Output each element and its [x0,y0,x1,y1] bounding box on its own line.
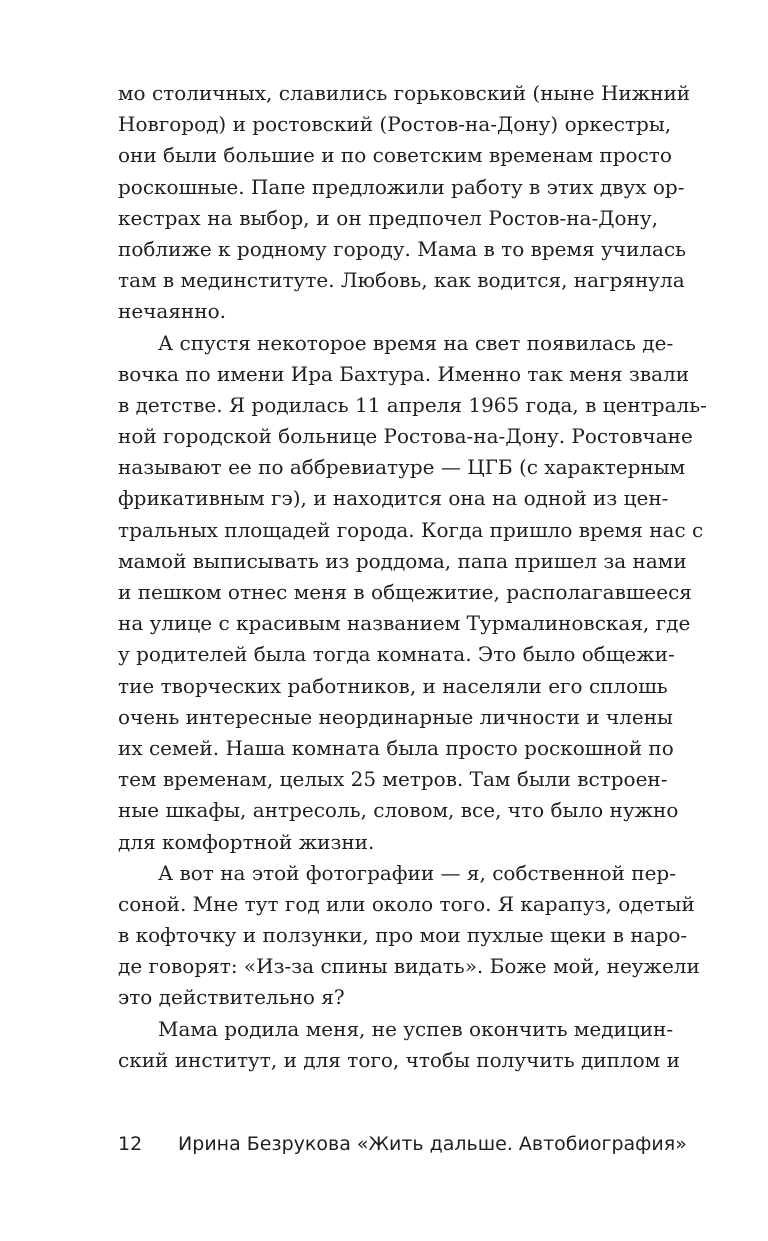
paragraph [118,858,700,1014]
text-line: А вот на этой фотографии — я, собственной пер- [158,860,676,885]
text-line: тем временам, целых 25 метров. Там были встроен- [118,767,668,792]
text-line: это действительно я? [118,985,345,1010]
text-line: ные шкафы, антресоль, словом, все, что было нужно [118,798,679,823]
text-line: кестрах на выбор, и он предпочел Ростов-на-Дону, [118,205,658,230]
text-line: фрикативным гэ), и находится она на одной из цен- [118,486,669,511]
text-line: тие творческих работников, и населяли его сплошь [118,673,668,698]
body-text [118,78,707,1076]
text-line: тральных площадей города. Когда пришло время нас с [118,517,704,542]
text-line: на улице с красивым названием Турмалиновская, где [118,611,691,636]
paragraph [118,328,707,858]
text-line: их семей. Наша комната была просто роскошной по [118,735,674,760]
text-line: и пешком отнес меня в общежитие, располагавшееся [118,580,692,604]
paragraph [118,78,691,328]
text-line: называют ее по аббревиатуре — ЦГБ (с характерным [118,455,686,480]
page-footer [118,1133,687,1155]
text-line: де говорят: «Из-за спины видать». Боже мой, неужели [118,954,700,979]
text-line: роскошные. Папе предложили работу в этих двух ор- [118,174,685,199]
running-title: Ирина Безрукова «Жить дальше. Автобиография» [178,1133,687,1155]
paragraph [118,1014,680,1076]
text-line: Новгород) и ростовский (Ростов-на-Дону) оркестры, [118,112,672,137]
text-line: нечаянно. [118,299,226,324]
text-line: у родителей была тогда комната. Это было общежи- [118,642,675,667]
text-line: соной. Мне тут год или около того. Я карапуз, одетый [118,891,695,916]
text-line: Мама родила меня, не успев окончить медицин- [158,1016,674,1041]
text-line: они были большие и по советским временам просто [118,143,672,168]
text-line: ной городской больнице Ростова-на-Дону. Ростовчане [118,424,693,449]
text-line: вочка по имени Ира Бахтура. Именно так меня звали [118,361,690,386]
text-line: для комфортной жизни. [118,829,375,854]
text-line: мамой выписывать из роддома, папа пришел за нами [118,548,687,573]
text-line: в кофточку и ползунки, про мои пухлые щеки в наро- [118,923,688,948]
text-line: ский институт, и для того, чтобы получить диплом и [118,1047,680,1072]
text-line: мо столичных, славились горьковский (ныне Нижний [118,81,691,105]
text-line: поближе к родному городу. Мама в то время училась [118,236,687,261]
text-line: там в мединституте. Любовь, как водится, нагрянула [118,268,685,293]
text-line: очень интересные неординарные личности и члены [118,704,673,729]
text-line: в детстве. Я родилась 11 апреля 1965 года, в централь- [118,392,707,417]
text-line: А спустя некоторое время на свет появилась де- [158,330,674,355]
page-number: 12 [118,1133,143,1155]
